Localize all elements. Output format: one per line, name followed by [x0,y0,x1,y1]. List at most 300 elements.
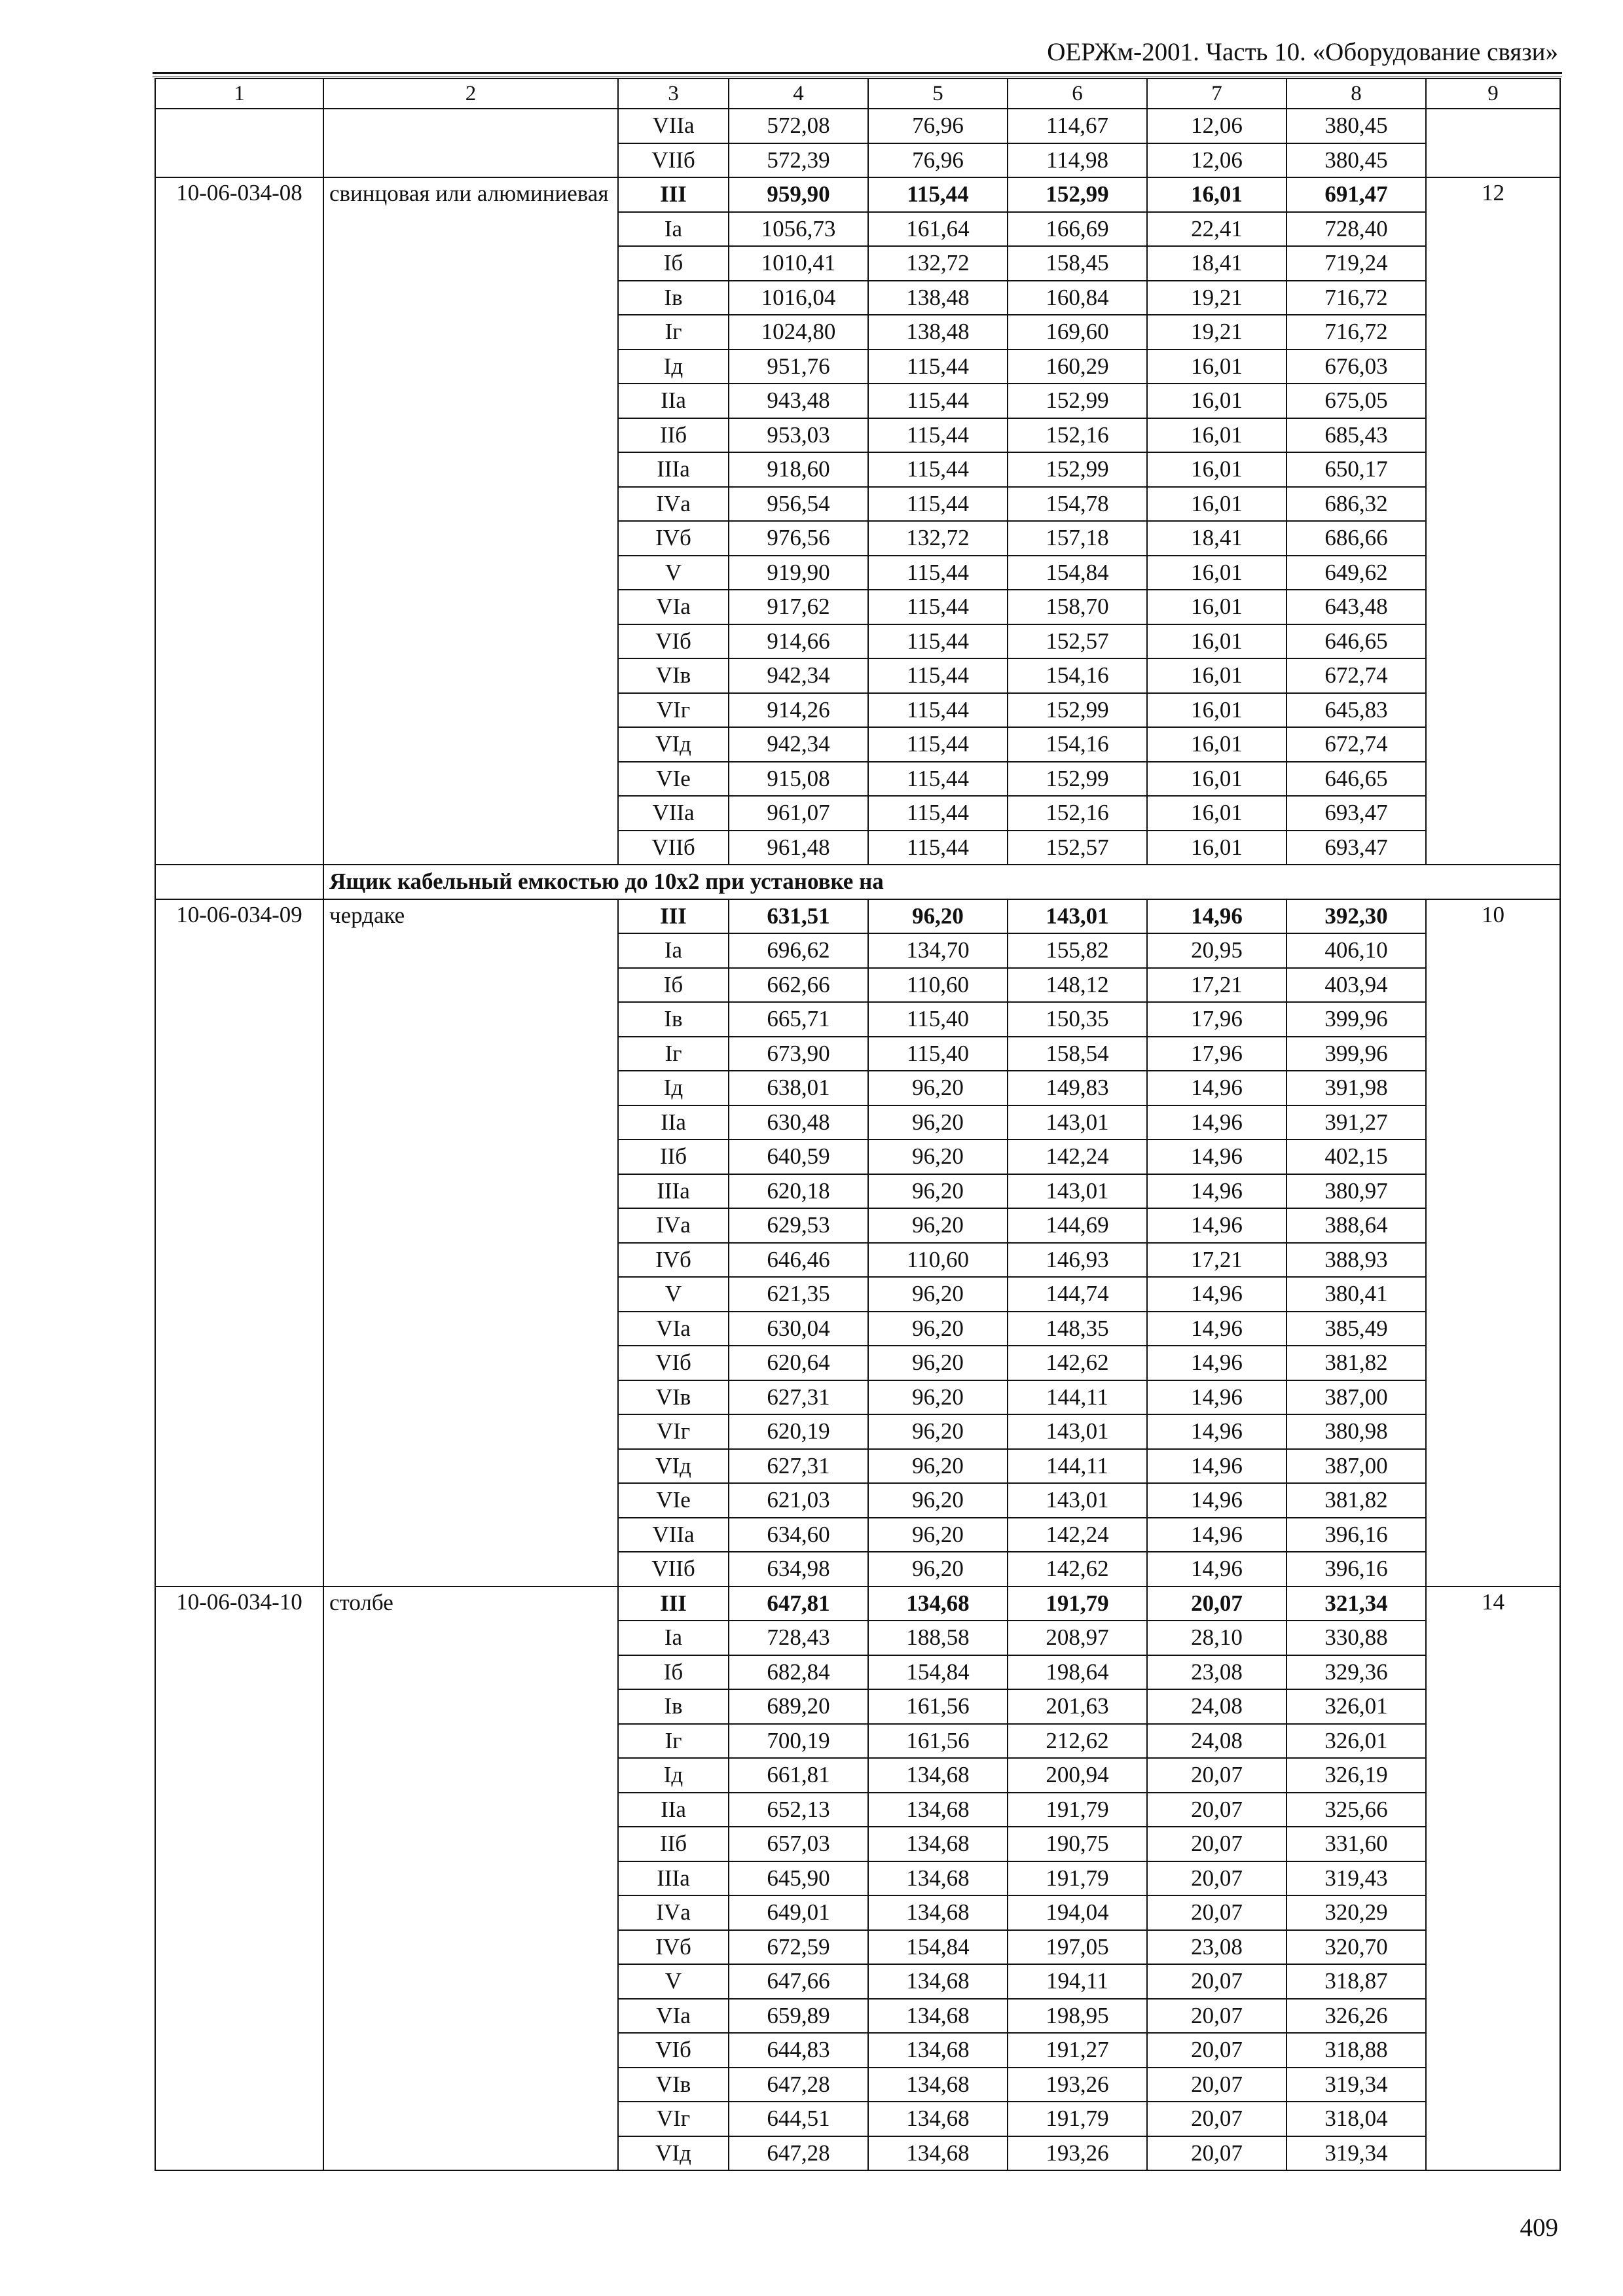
value-cell: 14,96 [1147,1518,1286,1552]
value-cell: 16,01 [1147,556,1286,590]
group-cell: Iб [618,246,729,281]
value-cell: 154,16 [1008,727,1147,762]
value-cell: 319,43 [1286,1861,1426,1896]
value-cell: 16,01 [1147,796,1286,831]
table-row [155,899,1560,934]
value-cell: 115,44 [868,796,1008,831]
value-cell: 380,97 [1286,1174,1426,1209]
value-cell: 132,72 [868,246,1008,281]
group-cell: V [618,556,729,590]
value-cell: 96,20 [868,1139,1008,1174]
group-cell: IIIа [618,1861,729,1896]
value-cell: 646,65 [1286,624,1426,659]
value-cell: 388,93 [1286,1243,1426,1278]
value-cell: 24,08 [1147,1724,1286,1759]
column-header: 4 [729,79,868,109]
value-cell: 114,98 [1008,143,1147,178]
section-title: Ящик кабельный емкостью до 10х2 при установке на [323,865,1560,899]
value-cell: 134,68 [868,2136,1008,2171]
value-cell: 23,08 [1147,1655,1286,1690]
value-cell: 644,51 [729,2102,868,2136]
value-cell: 318,87 [1286,1964,1426,1999]
value-cell: 12,06 [1147,109,1286,143]
value-cell: 115,44 [868,350,1008,384]
value-cell: 142,24 [1008,1139,1147,1174]
value-cell: 96,20 [868,1414,1008,1449]
value-cell: 956,54 [729,487,868,522]
value-cell: 158,45 [1008,246,1147,281]
value-cell: 22,41 [1147,212,1286,247]
group-cell: IIIа [618,1174,729,1209]
value-cell: 665,71 [729,1002,868,1037]
value-cell: 17,21 [1147,1243,1286,1278]
group-cell: VIв [618,1380,729,1415]
value-cell: 20,07 [1147,1964,1286,1999]
value-cell: 700,19 [729,1724,868,1759]
value-cell: 115,44 [868,177,1008,212]
value-cell: 672,59 [729,1930,868,1965]
group-cell: VIа [618,1999,729,2034]
value-cell: 191,79 [1008,1861,1147,1896]
value-cell: 114,67 [1008,109,1147,143]
code-cell: 10-06-034-10 [155,1587,323,2171]
value-cell: 115,40 [868,1002,1008,1037]
group-cell: VIе [618,762,729,797]
value-cell: 16,01 [1147,831,1286,865]
value-cell: 387,00 [1286,1449,1426,1484]
value-cell: 914,66 [729,624,868,659]
value-cell: 96,20 [868,899,1008,934]
value-cell: 682,84 [729,1655,868,1690]
value-cell: 959,90 [729,177,868,212]
value-cell: 96,20 [868,1208,1008,1243]
value-cell: 150,35 [1008,1002,1147,1037]
value-cell: 154,16 [1008,658,1147,693]
value-cell: 115,44 [868,831,1008,865]
value-cell: 134,68 [868,1999,1008,2034]
value-cell: 19,21 [1147,281,1286,315]
value-cell: 942,34 [729,727,868,762]
value-cell: 154,84 [1008,556,1147,590]
column-header: 3 [618,79,729,109]
group-cell: VIа [618,1312,729,1346]
page-header: ОЕРЖм-2001. Часть 10. «Оборудование связи» [1047,38,1558,66]
value-cell: 20,07 [1147,1827,1286,1861]
value-cell: 647,28 [729,2068,868,2102]
value-cell: 381,82 [1286,1346,1426,1380]
value-cell: 152,99 [1008,762,1147,797]
value-cell: 200,94 [1008,1758,1147,1793]
value-cell: 716,72 [1286,281,1426,315]
value-cell: 943,48 [729,384,868,418]
value-cell: 387,00 [1286,1380,1426,1415]
value-cell: 696,62 [729,933,868,968]
column-header: 7 [1147,79,1286,109]
value-cell: 326,01 [1286,1724,1426,1759]
value-cell: 914,26 [729,693,868,728]
page-number: 409 [1520,2214,1558,2242]
value-cell: 191,79 [1008,1793,1147,1827]
value-cell: 96,20 [868,1174,1008,1209]
value-cell: 134,68 [868,1793,1008,1827]
group-cell: III [618,899,729,934]
value-cell: 406,10 [1286,933,1426,968]
value-cell: 96,20 [868,1518,1008,1552]
value-cell: 649,01 [729,1895,868,1930]
table-row [155,1587,1560,1621]
value-cell: 191,79 [1008,1587,1147,1621]
value-cell: 115,44 [868,487,1008,522]
value-cell: 155,82 [1008,933,1147,968]
value-cell: 634,60 [729,1518,868,1552]
value-cell: 16,01 [1147,384,1286,418]
value-cell: 18,41 [1147,521,1286,556]
value-cell: 676,03 [1286,350,1426,384]
value-cell: 28,10 [1147,1621,1286,1655]
value-cell: 16,01 [1147,658,1286,693]
group-cell: VIIб [618,143,729,178]
value-cell: 319,34 [1286,2136,1426,2171]
value-cell: 142,24 [1008,1518,1147,1552]
value-cell: 320,29 [1286,1895,1426,1930]
column-header: 2 [323,79,618,109]
value-cell: 198,64 [1008,1655,1147,1690]
value-cell: 20,07 [1147,2068,1286,2102]
value-cell: 20,07 [1147,1793,1286,1827]
value-cell: 18,41 [1147,246,1286,281]
group-cell: VIв [618,2068,729,2102]
value-cell: 152,16 [1008,418,1147,453]
value-cell: 142,62 [1008,1552,1147,1587]
value-cell: 134,68 [868,1827,1008,1861]
group-cell: Iг [618,1724,729,1759]
value-cell: 919,90 [729,556,868,590]
value-cell: 402,15 [1286,1139,1426,1174]
value-cell: 917,62 [729,590,868,624]
value-cell: 318,88 [1286,2033,1426,2068]
value-cell: 12,06 [1147,143,1286,178]
header-rule-thick [153,72,1562,74]
group-cell: Iд [618,1758,729,1793]
group-cell: VIг [618,2102,729,2136]
value-cell: 134,68 [868,1758,1008,1793]
value-cell: 134,68 [868,2068,1008,2102]
table-row [155,109,1560,143]
value-cell: 160,84 [1008,281,1147,315]
unit-cell: 12 [1426,177,1560,865]
value-cell: 14,96 [1147,1277,1286,1312]
value-cell: 20,07 [1147,2136,1286,2171]
value-cell: 16,01 [1147,350,1286,384]
value-cell: 212,62 [1008,1724,1147,1759]
value-cell: 381,82 [1286,1483,1426,1518]
value-cell: 942,34 [729,658,868,693]
column-header-row [155,79,1560,109]
value-cell: 166,69 [1008,212,1147,247]
value-cell: 152,99 [1008,452,1147,487]
value-cell: 152,99 [1008,384,1147,418]
value-cell: 143,01 [1008,1105,1147,1140]
value-cell: 152,16 [1008,796,1147,831]
value-cell: 194,04 [1008,1895,1147,1930]
group-cell: VIIб [618,831,729,865]
group-cell: Iг [618,315,729,350]
code-cell: 10-06-034-08 [155,177,323,865]
value-cell: 1024,80 [729,315,868,350]
value-cell: 673,90 [729,1037,868,1071]
value-cell: 20,07 [1147,1587,1286,1621]
value-cell: 391,27 [1286,1105,1426,1140]
value-cell: 16,01 [1147,693,1286,728]
value-cell: 659,89 [729,1999,868,2034]
value-cell: 329,36 [1286,1655,1426,1690]
value-cell: 716,72 [1286,315,1426,350]
value-cell: 143,01 [1008,1174,1147,1209]
value-cell: 19,21 [1147,315,1286,350]
value-cell: 650,17 [1286,452,1426,487]
group-cell: Iа [618,933,729,968]
value-cell: 76,96 [868,109,1008,143]
title-code-cell [155,865,323,899]
value-cell: 647,81 [729,1587,868,1621]
value-cell: 152,99 [1008,177,1147,212]
value-cell: 14,96 [1147,1552,1286,1587]
value-cell: 152,57 [1008,624,1147,659]
value-cell: 634,98 [729,1552,868,1587]
value-cell: 638,01 [729,1071,868,1105]
value-cell: 191,27 [1008,2033,1147,2068]
value-cell: 96,20 [868,1312,1008,1346]
value-cell: 388,64 [1286,1208,1426,1243]
value-cell: 685,43 [1286,418,1426,453]
section-title-row [155,865,1560,899]
group-cell: IIб [618,1827,729,1861]
group-cell: IVб [618,521,729,556]
value-cell: 16,01 [1147,762,1286,797]
unit-cell: 10 [1426,899,1560,1587]
value-cell: 396,16 [1286,1518,1426,1552]
value-cell: 208,97 [1008,1621,1147,1655]
value-cell: 14,96 [1147,1380,1286,1415]
value-cell: 16,01 [1147,590,1286,624]
value-cell: 646,46 [729,1243,868,1278]
value-cell: 134,68 [868,1964,1008,1999]
value-cell: 693,47 [1286,796,1426,831]
group-cell: VIд [618,2136,729,2171]
group-cell: IIа [618,1793,729,1827]
value-cell: 399,96 [1286,1037,1426,1071]
group-cell: Iв [618,1002,729,1037]
value-cell: 161,56 [868,1724,1008,1759]
value-cell: 96,20 [868,1483,1008,1518]
value-cell: 190,75 [1008,1827,1147,1861]
value-cell: 142,62 [1008,1346,1147,1380]
value-cell: 621,03 [729,1483,868,1518]
value-cell: 620,18 [729,1174,868,1209]
value-cell: 403,94 [1286,968,1426,1003]
value-cell: 16,01 [1147,624,1286,659]
group-cell: VIв [618,658,729,693]
value-cell: 16,01 [1147,418,1286,453]
value-cell: 380,45 [1286,143,1426,178]
value-cell: 191,79 [1008,2102,1147,2136]
value-cell: 672,74 [1286,658,1426,693]
value-cell: 396,16 [1286,1552,1426,1587]
value-cell: 630,04 [729,1312,868,1346]
group-cell: IIа [618,1105,729,1140]
group-cell: VIб [618,2033,729,2068]
value-cell: 629,53 [729,1208,868,1243]
value-cell: 689,20 [729,1689,868,1724]
value-cell: 918,60 [729,452,868,487]
value-cell: 96,20 [868,1071,1008,1105]
value-cell: 647,66 [729,1964,868,1999]
value-cell: 385,49 [1286,1312,1426,1346]
value-cell: 621,35 [729,1277,868,1312]
value-cell: 144,69 [1008,1208,1147,1243]
value-cell: 693,47 [1286,831,1426,865]
value-cell: 20,95 [1147,933,1286,968]
value-cell: 14,96 [1147,1449,1286,1484]
group-cell: IIб [618,418,729,453]
value-cell: 154,84 [868,1930,1008,1965]
value-cell: 115,44 [868,693,1008,728]
group-cell: V [618,1964,729,1999]
value-cell: 331,60 [1286,1827,1426,1861]
value-cell: 1010,41 [729,246,868,281]
value-cell: 149,83 [1008,1071,1147,1105]
group-cell: V [618,1277,729,1312]
value-cell: 115,40 [868,1037,1008,1071]
value-cell: 115,44 [868,762,1008,797]
value-cell: 321,34 [1286,1587,1426,1621]
value-cell: 143,01 [1008,899,1147,934]
value-cell: 649,62 [1286,556,1426,590]
value-cell: 143,01 [1008,1483,1147,1518]
value-cell: 326,19 [1286,1758,1426,1793]
value-cell: 158,54 [1008,1037,1147,1071]
value-cell: 152,57 [1008,831,1147,865]
value-cell: 380,98 [1286,1414,1426,1449]
value-cell: 158,70 [1008,590,1147,624]
value-cell: 115,44 [868,452,1008,487]
value-cell: 115,44 [868,727,1008,762]
value-cell: 144,74 [1008,1277,1147,1312]
value-cell: 643,48 [1286,590,1426,624]
value-cell: 631,51 [729,899,868,934]
value-cell: 76,96 [868,143,1008,178]
value-cell: 1016,04 [729,281,868,315]
value-cell: 620,64 [729,1346,868,1380]
value-cell: 14,96 [1147,1105,1286,1140]
value-cell: 675,05 [1286,384,1426,418]
group-cell: Iв [618,1689,729,1724]
value-cell: 14,96 [1147,1312,1286,1346]
value-cell: 134,70 [868,933,1008,968]
group-cell: Iа [618,212,729,247]
rates-table-body [155,79,1560,2170]
value-cell: 16,01 [1147,727,1286,762]
value-cell: 96,20 [868,1380,1008,1415]
value-cell: 193,26 [1008,2068,1147,2102]
value-cell: 143,01 [1008,1414,1147,1449]
value-cell: 976,56 [729,521,868,556]
value-cell: 96,20 [868,1449,1008,1484]
value-cell: 20,07 [1147,1861,1286,1896]
value-cell: 194,11 [1008,1964,1147,1999]
group-cell: VIIа [618,1518,729,1552]
unit-cell: 14 [1426,1587,1560,2171]
value-cell: 188,58 [868,1621,1008,1655]
value-cell: 144,11 [1008,1380,1147,1415]
value-cell: 20,07 [1147,1895,1286,1930]
group-cell: Iд [618,1071,729,1105]
value-cell: 951,76 [729,350,868,384]
value-cell: 953,03 [729,418,868,453]
value-cell: 138,48 [868,315,1008,350]
value-cell: 20,07 [1147,2033,1286,2068]
unit-cell [1426,109,1560,177]
value-cell: 14,96 [1147,1483,1286,1518]
value-cell: 661,81 [729,1758,868,1793]
value-cell: 572,08 [729,109,868,143]
value-cell: 115,44 [868,624,1008,659]
group-cell: VIб [618,1346,729,1380]
value-cell: 645,90 [729,1861,868,1896]
rates-table [155,78,1561,2171]
value-cell: 646,65 [1286,762,1426,797]
value-cell: 14,96 [1147,1208,1286,1243]
value-cell: 134,68 [868,1587,1008,1621]
value-cell: 719,24 [1286,246,1426,281]
value-cell: 326,26 [1286,1999,1426,2034]
value-cell: 154,78 [1008,487,1147,522]
value-cell: 686,32 [1286,487,1426,522]
value-cell: 728,43 [729,1621,868,1655]
value-cell: 134,68 [868,2033,1008,2068]
value-cell: 193,26 [1008,2136,1147,2171]
value-cell: 134,68 [868,2102,1008,2136]
group-cell: III [618,177,729,212]
column-header: 1 [155,79,323,109]
group-cell: Iб [618,968,729,1003]
value-cell: 652,13 [729,1793,868,1827]
value-cell: 318,04 [1286,2102,1426,2136]
value-cell: 326,01 [1286,1689,1426,1724]
value-cell: 645,83 [1286,693,1426,728]
value-cell: 115,44 [868,590,1008,624]
column-header: 8 [1286,79,1426,109]
value-cell: 20,07 [1147,2102,1286,2136]
value-cell: 148,12 [1008,968,1147,1003]
group-cell: III [618,1587,729,1621]
group-cell: VIд [618,1449,729,1484]
value-cell: 728,40 [1286,212,1426,247]
value-cell: 627,31 [729,1449,868,1484]
column-header: 6 [1008,79,1147,109]
name-cell: чердаке [323,899,618,1587]
value-cell: 672,74 [1286,727,1426,762]
value-cell: 198,95 [1008,1999,1147,2034]
value-cell: 24,08 [1147,1689,1286,1724]
value-cell: 110,60 [868,1243,1008,1278]
value-cell: 157,18 [1008,521,1147,556]
value-cell: 161,56 [868,1689,1008,1724]
value-cell: 380,45 [1286,109,1426,143]
value-cell: 96,20 [868,1105,1008,1140]
value-cell: 16,01 [1147,487,1286,522]
name-cell: свинцовая или алюминиевая [323,177,618,865]
